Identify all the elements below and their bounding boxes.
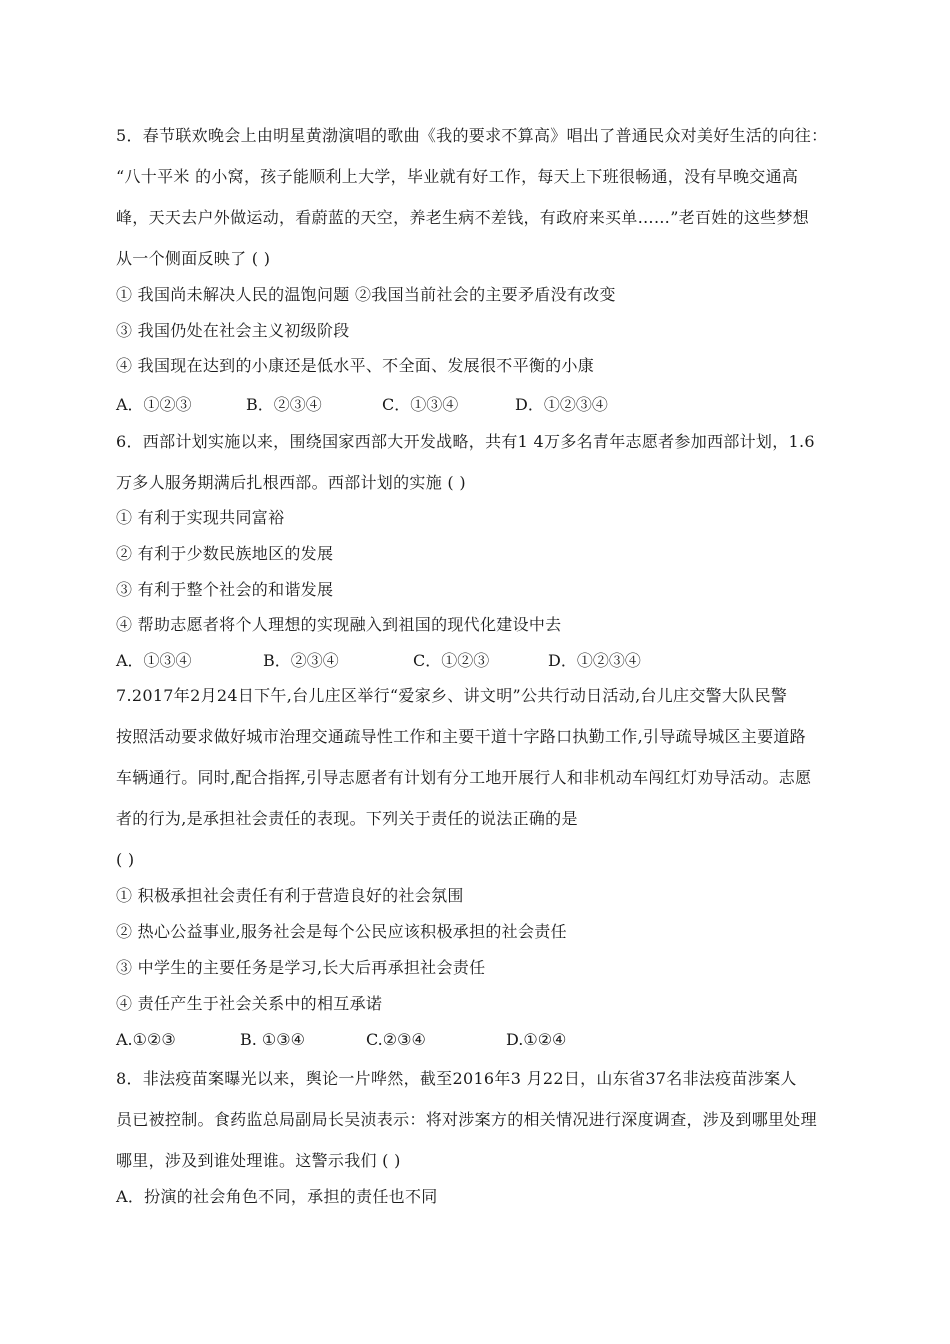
option-a: A．①③④ [116,651,192,670]
question-8-stem-line: 哪里，涉及到谁处理谁。这警示我们 ( ) [116,1151,401,1170]
question-7-stem-line: 者的行为,是承担社会责任的表现。下列关于责任的说法正确的是 [116,809,578,828]
question-5-stem-line: 从一个侧面反映了 ( ) [116,249,271,268]
option-a: A.①②③ [116,1030,176,1049]
question-7-stem-line: 按照活动要求做好城市治理交通疏导性工作和主要干道十字路口执勤工作,引导疏导城区主要道路 [116,727,806,746]
question-8-stem-line: 8．非法疫苗案曝光以来，舆论一片哗然，截至2016年3 月22日，山东省37名非法疫苗涉案人 [116,1069,797,1088]
question-8-option-a: A．扮演的社会角色不同，承担的责任也不同 [116,1187,438,1206]
question-6-statement: ② 有利于少数民族地区的发展 [116,544,334,563]
question-7-stem-line: 7.2017年2月24日下午,台儿庄区举行“爱家乡、讲文明”公共行动日活动,台儿庄交警大队民警 [116,686,788,705]
option-a: A．①②③ [116,395,192,414]
question-7-stem-line: 车辆通行。同时,配合指挥,引导志愿者有计划有分工地开展行人和非机动车闯红灯劝导活动。志愿 [116,768,812,787]
option-d: D.①②④ [506,1030,567,1049]
question-5-statement: ③ 我国仍处在社会主义初级阶段 [116,321,350,340]
option-c: C．①③④ [382,395,459,414]
question-6-stem-line: 万多人服务期满后扎根西部。西部计划的实施 ( ) [116,473,466,492]
question-5-statement: ④ 我国现在达到的小康还是低水平、不全面、发展很不平衡的小康 [116,356,595,375]
option-d: D．①②③④ [548,651,641,670]
question-7-answer-bracket: ( ) [116,850,135,869]
option-c: C.②③④ [366,1030,426,1049]
question-6-statement: ① 有利于实现共同富裕 [116,508,285,527]
question-5-stem-line: “八十平米 的小窝，孩子能顺利上大学，毕业就有好工作，每天上下班很畅通，没有早晚交通高 [116,167,799,186]
question-6-statement: ④ 帮助志愿者将个人理想的实现融入到祖国的现代化建设中去 [116,615,562,634]
question-5-statement: ① 我国尚未解决人民的温饱问题 ②我国当前社会的主要矛盾没有改变 [116,285,616,304]
question-6-statement: ③ 有利于整个社会的和谐发展 [116,580,334,599]
option-b: B. ①③④ [240,1030,305,1049]
question-7-statement: ③ 中学生的主要任务是学习,长大后再承担社会责任 [116,958,486,977]
option-b: B．②③④ [246,395,322,414]
question-6-stem-line: 6．西部计划实施以来，围绕国家西部大开发战略，共有1 4万多名青年志愿者参加西部计划，1.6 [116,432,815,451]
question-7-statement: ② 热心公益事业,服务社会是每个公民应该积极承担的社会责任 [116,922,567,941]
question-5-stem-line: 峰，天天去户外做运动，看蔚蓝的天空，养老生病不差钱，有政府来买单……”老百姓的这些梦想 [116,208,810,227]
question-5-stem-line: 5．春节联欢晚会上由明星黄渤演唱的歌曲《我的要求不算高》唱出了普通民众对美好生活的向往： [116,126,828,145]
option-d: D．①②③④ [515,395,608,414]
question-7-statement: ① 积极承担社会责任有利于营造良好的社会氛围 [116,886,464,905]
question-7-statement: ④ 责任产生于社会关系中的相互承诺 [116,994,383,1013]
option-b: B．②③④ [263,651,339,670]
option-c: C．①②③ [413,651,490,670]
question-8-stem-line: 员已被控制。食药监总局副局长吴浈表示：将对涉案方的相关情况进行深度调查，涉及到哪里处理 [116,1110,817,1129]
